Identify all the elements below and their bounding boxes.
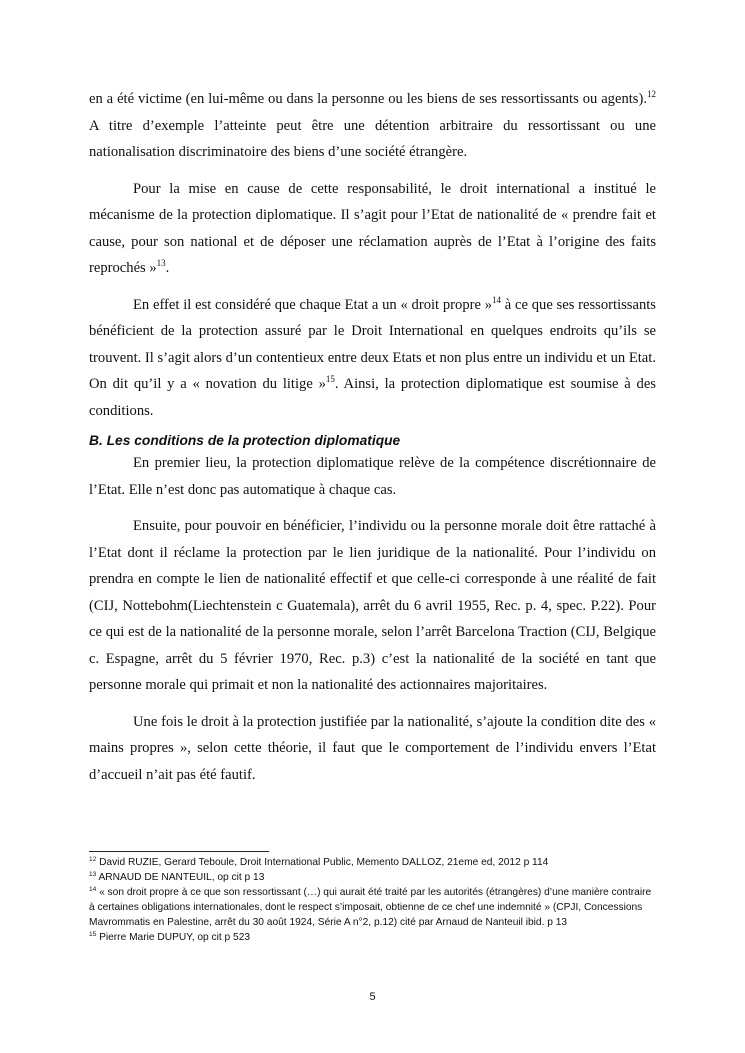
- paragraph-6: Une fois le droit à la protection justifiée par la nationalité, s’ajoute la condition dite des « mains propres », selon cette théorie, il faut que le comportement de l’individu envers l’Etat d’accueil n’ait pas été fautif.: [89, 713, 656, 783]
- footnote-ref-13[interactable]: 13: [156, 258, 166, 268]
- footnote-ref-12[interactable]: 12: [647, 89, 656, 99]
- footnote-14: $^{14}$ « son droit propre à ce que son ressortissant (…) qui aurait été traité par les autorités (étrangères) d’une manière contraire à certaines obligations internationales, dont le respect s’imposait, obtienne de ce chef une indemnité » (CPJI, Concessions Mavrommatis en Palestine, arrêt du 30 août 1924, Série A n°2, p.12) cité par Arnaud de Nanteuil ibid. p 13: [89, 885, 652, 928]
- footnotes: [89, 856, 656, 945]
- footnote-15: $^{15}$ Pierre Marie DUPUY, op cit p 523: [89, 930, 251, 943]
- footnote-ref-15[interactable]: 15: [325, 374, 335, 384]
- footnote-12: $^{12}$ David RUZIE, Gerard Teboule, Droit International Public, Memento DALLOZ, 21eme ed, 2012 p 114: [89, 856, 549, 868]
- paragraph-1: en a été victime (en lui-même ou dans la personne ou les biens de ses ressortissants ou agents).$^{12}$ A titre d’exemple l’atteinte peut être une détention arbitraire du ressortissant ou une nationalisation discriminatoire des biens d’une société étrangère.: [89, 89, 656, 160]
- section-heading: B. Les conditions de la protection diplomatique: [89, 433, 401, 448]
- footnote-13: $^{13}$ ARNAUD DE NANTEUIL, op cit p 13: [89, 870, 265, 883]
- footnote-separator: [89, 851, 269, 852]
- paragraph-2: Pour la mise en cause de cette responsabilité, le droit international a institué le mécanisme de la protection diplomatique. Il s’agit pour l’Etat de nationalité de « prendre fait et cause, pour son national et de déposer une réclamation auprès de l’Etat à l’origine des faits reprochés »$^{13}$.: [89, 180, 656, 276]
- paragraph-3: En effet il est considéré que chaque Etat a un « droit propre »$^{14}$ à ce que ses ressortissants bénéficient de la protection assuré par le Droit International en quelques endroits qu’ils se trouvent. Il s’agit alors d’un contentieux entre deux Etats et non plus entre un individu et un Etat. On dit qu’il y a « novation du litige »$^{15}$. Ainsi, la protection diplomatique est soumise à des conditions.: [89, 294, 656, 419]
- page-number: 5: [369, 991, 376, 1003]
- paragraph-5: Ensuite, pour pouvoir en bénéficier, l’individu ou la personne morale doit être rattaché à l’Etat dont il réclame la protection par le lien juridique de la nationalité. Pour l’individu on prendra en compte le lien de nationalité effectif et que celle-ci corresponde à une réalité de fait (CIJ, Nottebohm(Liechtenstein c Guatemala), arrêt du 6 avril 1955, Rec. p. 4, spec. P.22). Pour ce qui est de la nationalité de la personne morale, selon l’arrêt Barcelona Traction (CIJ, Belgique c. Espagne, arrêt du 5 février 1970, Rec. p.3) c’est la nationalité de la société en tant que personne morale qui primait et non la nationalité des actionnaires majoritaires.: [89, 518, 656, 693]
- body-text: [89, 86, 656, 798]
- footnote-ref-14[interactable]: 14: [492, 294, 502, 305]
- paragraph-4: En premier lieu, la protection diplomatique relève de la compétence discrétionnaire de l’Etat. Elle n’est donc pas automatique à chaque cas.: [89, 455, 656, 498]
